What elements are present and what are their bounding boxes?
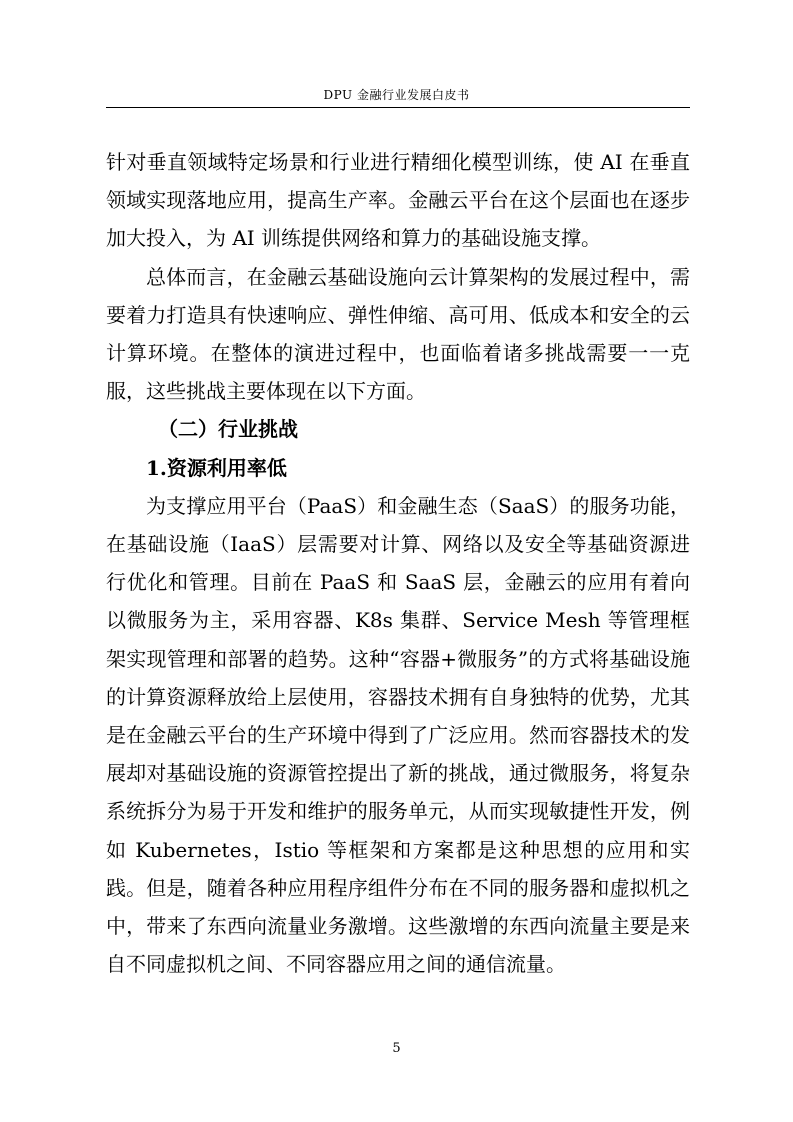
- document-body: [106, 143, 690, 983]
- paragraph-ai-training: 针对垂直领域特定场景和行业进行精细化模型训练，使 AI 在垂直领域实现落地应用，提高生产率。金融云平台在这个层面也在逐步加大投入，为 AI 训练提供网络和算力的基础设施支撑。: [106, 150, 690, 251]
- paragraph-resource-utilization: 为支撑应用平台（PaaS）和金融生态（SaaS）的服务功能，在基础设施（IaaS）层需要对计算、网络以及安全等基础资源进行优化和管理。目前在 PaaS 和 SaaS 层，金融云的应用有着向以微服务为主，采用容器、K8s 集群、Service Mesh 等管理框架实现管理和部署的趋势。这种“容器+微服务”的方式将基础设施的计算资源释放给上层使用，容器技术拥有自身独特的优势，尤其是在金融云平台的生产环境中得到了广泛应用。然而容器技术的发展却对基础设施的资源管控提出了新的挑战，通过微服务，将复杂系统拆分为易于开发和维护的服务单元，从而实现敏捷性开发，例如 Kubernetes，Istio 等框架和方案都是这种思想的应用和实践。但是，随着各种应用程序组件分布在不同的服务器和虚拟机之中，带来了东西向流量业务激增。这些激增的东西向流量主要是来自不同虚拟机之间、不同容器应用之间的通信流量。: [106, 493, 690, 977]
- running-header: DPU 金融行业发展白皮书: [323, 88, 470, 102]
- header-rule: [106, 107, 690, 108]
- paragraph-overview: 总体而言，在金融云基础设施向云计算架构的发展过程中，需要着力打造具有快速响应、弹性伸缩、高可用、低成本和安全的云计算环境。在整体的演进过程中，也面临着诸多挑战需要一一克服，这些挑战主要体现在以下方面。: [106, 264, 690, 404]
- section-heading: （二）行业挑战: [158, 417, 298, 442]
- page-number: 5: [392, 1041, 401, 1056]
- subsection-heading: 1.资源利用率低: [146, 455, 287, 480]
